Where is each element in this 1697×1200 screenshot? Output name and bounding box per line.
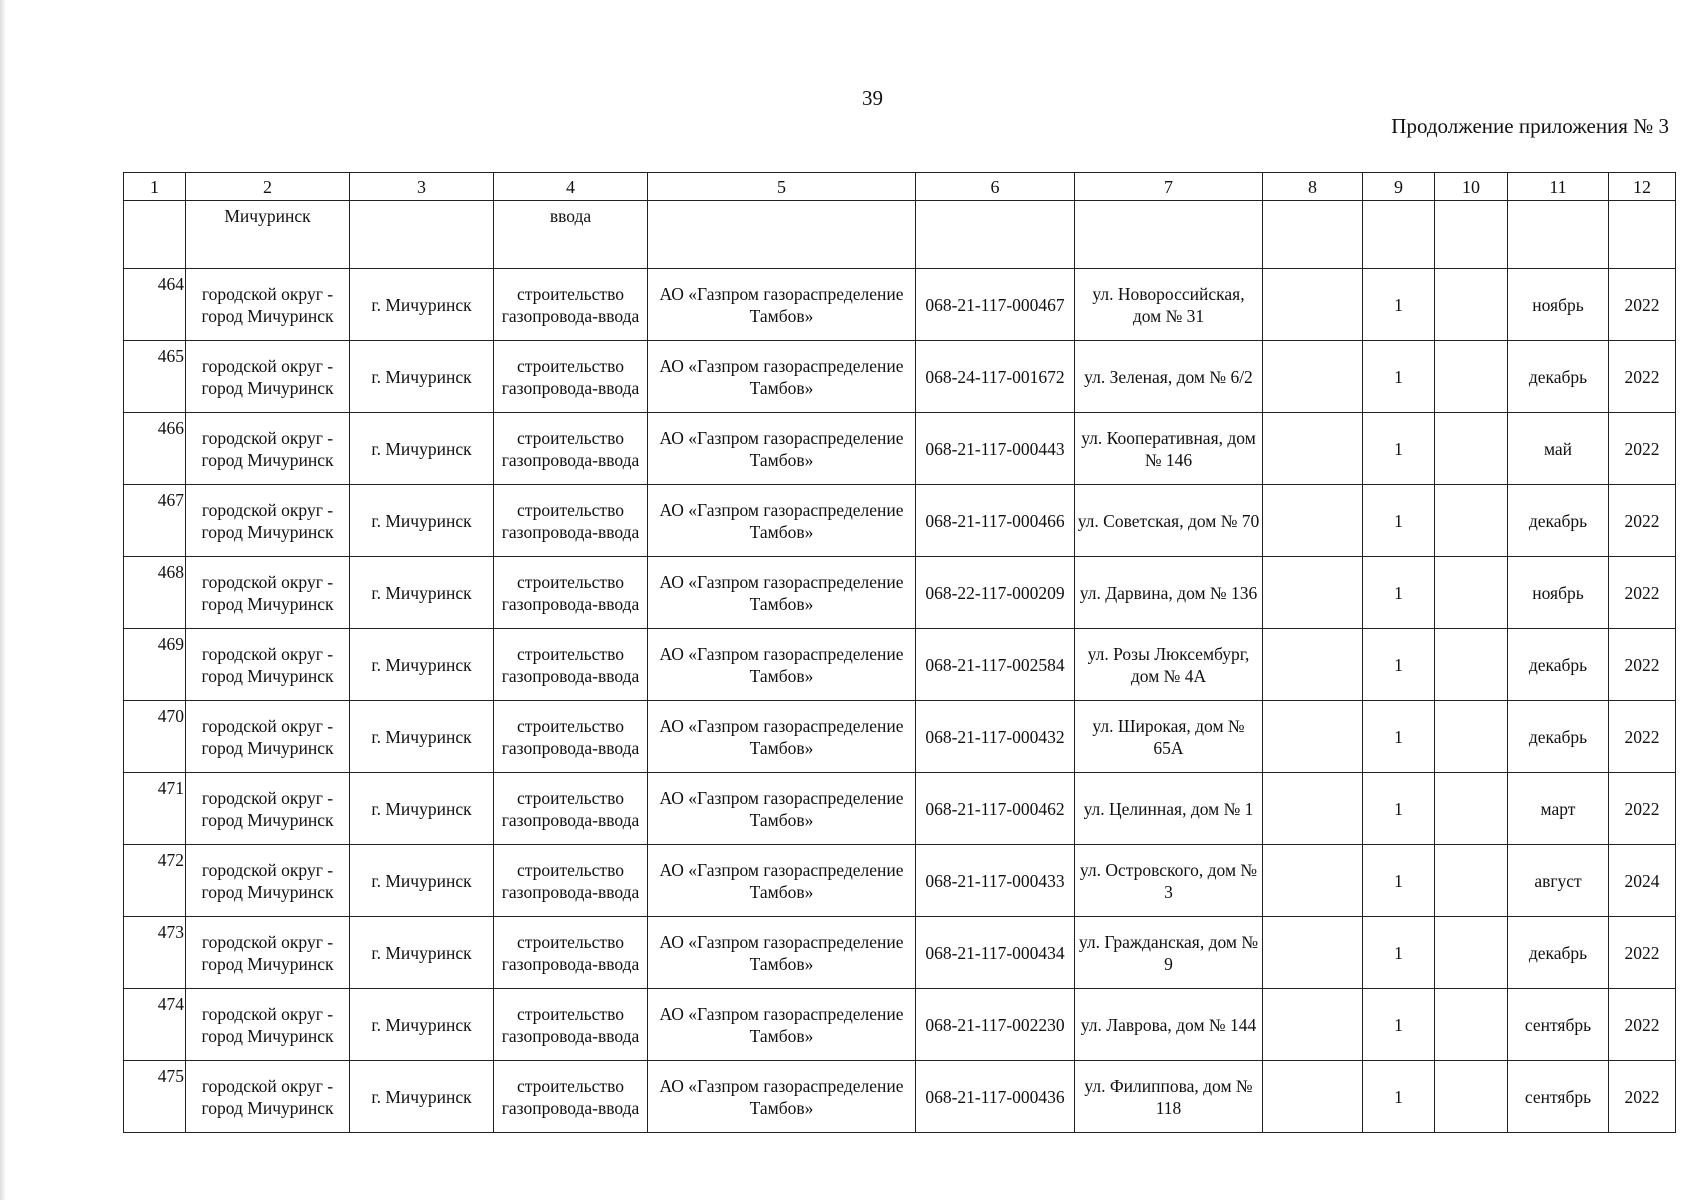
cell bbox=[1363, 201, 1435, 269]
table-row bbox=[124, 1061, 1676, 1133]
cell-quantity: 1 bbox=[1363, 485, 1435, 557]
cell-quantity: 1 bbox=[1363, 845, 1435, 917]
cell-year: 2022 bbox=[1609, 629, 1676, 701]
header-cell: 7 bbox=[1075, 173, 1263, 201]
cell-address: ул. Островского, дом № 3 bbox=[1075, 845, 1263, 917]
row-number: 475 bbox=[124, 1061, 186, 1133]
header-cell: 5 bbox=[648, 173, 916, 201]
cell-work-type: строительство газопровода-ввода bbox=[494, 269, 648, 341]
cell-col10 bbox=[1435, 341, 1508, 413]
cell-organization: АО «Газпром газораспределение Тамбов» bbox=[648, 989, 916, 1061]
table-row bbox=[124, 557, 1676, 629]
cell-col10 bbox=[1435, 557, 1508, 629]
cell-municipality: городской округ - город Мичуринск bbox=[186, 413, 350, 485]
header-cell: 8 bbox=[1263, 173, 1363, 201]
cell-work-type: строительство газопровода-ввода bbox=[494, 341, 648, 413]
cell-quantity: 1 bbox=[1363, 773, 1435, 845]
cell-object-code: 068-21-117-000467 bbox=[916, 269, 1075, 341]
cell-organization: АО «Газпром газораспределение Тамбов» bbox=[648, 557, 916, 629]
cell-quantity: 1 bbox=[1363, 341, 1435, 413]
cell-col8 bbox=[1263, 701, 1363, 773]
cell-organization: АО «Газпром газораспределение Тамбов» bbox=[648, 269, 916, 341]
cell-year: 2024 bbox=[1609, 845, 1676, 917]
cell-address: ул. Целинная, дом № 1 bbox=[1075, 773, 1263, 845]
cell-col10 bbox=[1435, 845, 1508, 917]
cell-work-type: строительство газопровода-ввода bbox=[494, 845, 648, 917]
cell-object-code: 068-21-117-000462 bbox=[916, 773, 1075, 845]
cell-organization: АО «Газпром газораспределение Тамбов» bbox=[648, 701, 916, 773]
cell-municipality: городской округ - город Мичуринск bbox=[186, 773, 350, 845]
cell-col8 bbox=[1263, 629, 1363, 701]
cell-municipality: городской округ - город Мичуринск bbox=[186, 917, 350, 989]
cell-work-type: строительство газопровода-ввода bbox=[494, 917, 648, 989]
continuation-label: Продолжение приложения № 3 bbox=[1391, 114, 1669, 138]
cell-year: 2022 bbox=[1609, 269, 1676, 341]
cell-col10 bbox=[1435, 413, 1508, 485]
cell-col8 bbox=[1263, 557, 1363, 629]
cell-organization: АО «Газпром газораспределение Тамбов» bbox=[648, 917, 916, 989]
cell-year: 2022 bbox=[1609, 557, 1676, 629]
cell-object-code: 068-21-117-000443 bbox=[916, 413, 1075, 485]
table-row bbox=[124, 701, 1676, 773]
cell-col10 bbox=[1435, 917, 1508, 989]
cell-organization: АО «Газпром газораспределение Тамбов» bbox=[648, 845, 916, 917]
cell-address: ул. Зеленая, дом № 6/2 bbox=[1075, 341, 1263, 413]
cell-work-type: строительство газопровода-ввода bbox=[494, 413, 648, 485]
cell-quantity: 1 bbox=[1363, 989, 1435, 1061]
cell-address: ул. Кооперативная, дом № 146 bbox=[1075, 413, 1263, 485]
cell-col10 bbox=[1435, 989, 1508, 1061]
cell bbox=[648, 201, 916, 269]
cell-object-code: 068-21-117-000432 bbox=[916, 701, 1075, 773]
cell-month: сентябрь bbox=[1508, 989, 1609, 1061]
cell-object-code: 068-21-117-000466 bbox=[916, 485, 1075, 557]
header-cell: 6 bbox=[916, 173, 1075, 201]
cell-address: ул. Широкая, дом № 65А bbox=[1075, 701, 1263, 773]
cell-year: 2022 bbox=[1609, 341, 1676, 413]
cell-municipality: городской округ - город Мичуринск bbox=[186, 269, 350, 341]
cell-col8 bbox=[1263, 269, 1363, 341]
table-row bbox=[124, 629, 1676, 701]
cell-settlement: г. Мичуринск bbox=[350, 845, 494, 917]
cell-address: ул. Розы Люксембург, дом № 4А bbox=[1075, 629, 1263, 701]
cell-quantity: 1 bbox=[1363, 629, 1435, 701]
cell-work-type: строительство газопровода-ввода bbox=[494, 1061, 648, 1133]
cell-col10 bbox=[1435, 485, 1508, 557]
cell-work-type: строительство газопровода-ввода bbox=[494, 989, 648, 1061]
cell-work-type: строительство газопровода-ввода bbox=[494, 557, 648, 629]
cell-settlement: г. Мичуринск bbox=[350, 341, 494, 413]
cell-address: ул. Гражданская, дом № 9 bbox=[1075, 917, 1263, 989]
cell-organization: АО «Газпром газораспределение Тамбов» bbox=[648, 341, 916, 413]
cell bbox=[1263, 201, 1363, 269]
cell-settlement: г. Мичуринск bbox=[350, 269, 494, 341]
cell-col8 bbox=[1263, 1061, 1363, 1133]
row-number: 469 bbox=[124, 629, 186, 701]
cell-col8 bbox=[1263, 341, 1363, 413]
cell-organization: АО «Газпром газораспределение Тамбов» bbox=[648, 1061, 916, 1133]
cell-year: 2022 bbox=[1609, 773, 1676, 845]
cell-object-code: 068-21-117-000436 bbox=[916, 1061, 1075, 1133]
cell-month: декабрь bbox=[1508, 485, 1609, 557]
cell-quantity: 1 bbox=[1363, 1061, 1435, 1133]
cell-quantity: 1 bbox=[1363, 701, 1435, 773]
cell bbox=[350, 201, 494, 269]
gasification-table bbox=[123, 172, 1676, 1133]
cell-work-type: строительство газопровода-ввода bbox=[494, 629, 648, 701]
cell-address: ул. Новороссийская, дом № 31 bbox=[1075, 269, 1263, 341]
cell-year: 2022 bbox=[1609, 917, 1676, 989]
cell-month: август bbox=[1508, 845, 1609, 917]
cell-settlement: г. Мичуринск bbox=[350, 989, 494, 1061]
row-number: 470 bbox=[124, 701, 186, 773]
cell-organization: АО «Газпром газораспределение Тамбов» bbox=[648, 485, 916, 557]
header-cell: 4 bbox=[494, 173, 648, 201]
cell-settlement: г. Мичуринск bbox=[350, 485, 494, 557]
cell-settlement: г. Мичуринск bbox=[350, 557, 494, 629]
column-number-row bbox=[124, 173, 1676, 201]
cell-month: декабрь bbox=[1508, 629, 1609, 701]
cell-work-type: ввода bbox=[494, 201, 648, 269]
row-number: 468 bbox=[124, 557, 186, 629]
cell-quantity: 1 bbox=[1363, 917, 1435, 989]
cell-col10 bbox=[1435, 269, 1508, 341]
cell-municipality: Мичуринск bbox=[186, 201, 350, 269]
cell-municipality: городской округ - город Мичуринск bbox=[186, 701, 350, 773]
cell-address: ул. Советская, дом № 70 bbox=[1075, 485, 1263, 557]
cell-col8 bbox=[1263, 917, 1363, 989]
cell-object-code: 068-21-117-002584 bbox=[916, 629, 1075, 701]
cell-col10 bbox=[1435, 1061, 1508, 1133]
row-number: 465 bbox=[124, 341, 186, 413]
cell-municipality: городской округ - город Мичуринск bbox=[186, 1061, 350, 1133]
cell-municipality: городской округ - город Мичуринск bbox=[186, 341, 350, 413]
cell-col8 bbox=[1263, 773, 1363, 845]
cell-address: ул. Лаврова, дом № 144 bbox=[1075, 989, 1263, 1061]
cell-organization: АО «Газпром газораспределение Тамбов» bbox=[648, 413, 916, 485]
page-number: 39 bbox=[862, 86, 883, 110]
cell-col8 bbox=[1263, 845, 1363, 917]
cell-settlement: г. Мичуринск bbox=[350, 773, 494, 845]
cell-year: 2022 bbox=[1609, 413, 1676, 485]
cell-municipality: городской округ - город Мичуринск bbox=[186, 989, 350, 1061]
row-number: 472 bbox=[124, 845, 186, 917]
cell-work-type: строительство газопровода-ввода bbox=[494, 701, 648, 773]
row-number: 466 bbox=[124, 413, 186, 485]
cell-municipality: городской округ - город Мичуринск bbox=[186, 845, 350, 917]
cell-col10 bbox=[1435, 701, 1508, 773]
header-cell: 1 bbox=[124, 173, 186, 201]
cell-settlement: г. Мичуринск bbox=[350, 917, 494, 989]
row-number: 471 bbox=[124, 773, 186, 845]
continued-row bbox=[124, 201, 1676, 269]
cell-organization: АО «Газпром газораспределение Тамбов» bbox=[648, 773, 916, 845]
table-row bbox=[124, 341, 1676, 413]
cell-month: март bbox=[1508, 773, 1609, 845]
scan-edge bbox=[0, 0, 6, 1200]
table-row bbox=[124, 269, 1676, 341]
cell-year: 2022 bbox=[1609, 1061, 1676, 1133]
cell bbox=[1609, 201, 1676, 269]
cell-organization: АО «Газпром газораспределение Тамбов» bbox=[648, 629, 916, 701]
row-number: 474 bbox=[124, 989, 186, 1061]
header-cell: 11 bbox=[1508, 173, 1609, 201]
cell bbox=[1435, 201, 1508, 269]
cell-quantity: 1 bbox=[1363, 269, 1435, 341]
table-row bbox=[124, 917, 1676, 989]
cell bbox=[124, 201, 186, 269]
table-row bbox=[124, 773, 1676, 845]
header-cell: 2 bbox=[186, 173, 350, 201]
cell-month: сентябрь bbox=[1508, 1061, 1609, 1133]
cell-municipality: городской округ - город Мичуринск bbox=[186, 629, 350, 701]
cell bbox=[1508, 201, 1609, 269]
row-number: 467 bbox=[124, 485, 186, 557]
cell-col10 bbox=[1435, 629, 1508, 701]
cell-object-code: 068-21-117-002230 bbox=[916, 989, 1075, 1061]
cell-month: ноябрь bbox=[1508, 557, 1609, 629]
cell-year: 2022 bbox=[1609, 989, 1676, 1061]
cell-quantity: 1 bbox=[1363, 413, 1435, 485]
cell-settlement: г. Мичуринск bbox=[350, 701, 494, 773]
cell-col8 bbox=[1263, 485, 1363, 557]
cell-year: 2022 bbox=[1609, 485, 1676, 557]
cell-object-code: 068-21-117-000433 bbox=[916, 845, 1075, 917]
cell-month: декабрь bbox=[1508, 917, 1609, 989]
header-cell: 9 bbox=[1363, 173, 1435, 201]
header-cell: 10 bbox=[1435, 173, 1508, 201]
cell-address: ул. Филиппова, дом № 118 bbox=[1075, 1061, 1263, 1133]
table-row bbox=[124, 989, 1676, 1061]
cell-settlement: г. Мичуринск bbox=[350, 413, 494, 485]
table-row bbox=[124, 485, 1676, 557]
cell-municipality: городской округ - город Мичуринск bbox=[186, 557, 350, 629]
cell-month: ноябрь bbox=[1508, 269, 1609, 341]
header-cell: 3 bbox=[350, 173, 494, 201]
cell-col10 bbox=[1435, 773, 1508, 845]
cell-work-type: строительство газопровода-ввода bbox=[494, 485, 648, 557]
cell-object-code: 068-24-117-001672 bbox=[916, 341, 1075, 413]
cell-month: май bbox=[1508, 413, 1609, 485]
table-row bbox=[124, 413, 1676, 485]
cell bbox=[1075, 201, 1263, 269]
header-cell: 12 bbox=[1609, 173, 1676, 201]
cell bbox=[916, 201, 1075, 269]
cell-object-code: 068-22-117-000209 bbox=[916, 557, 1075, 629]
cell-settlement: г. Мичуринск bbox=[350, 629, 494, 701]
cell-object-code: 068-21-117-000434 bbox=[916, 917, 1075, 989]
cell-month: декабрь bbox=[1508, 341, 1609, 413]
cell-year: 2022 bbox=[1609, 701, 1676, 773]
cell-settlement: г. Мичуринск bbox=[350, 1061, 494, 1133]
cell-month: декабрь bbox=[1508, 701, 1609, 773]
table-row bbox=[124, 845, 1676, 917]
cell-col8 bbox=[1263, 989, 1363, 1061]
cell-quantity: 1 bbox=[1363, 557, 1435, 629]
row-number: 473 bbox=[124, 917, 186, 989]
cell-address: ул. Дарвина, дом № 136 bbox=[1075, 557, 1263, 629]
row-number: 464 bbox=[124, 269, 186, 341]
cell-municipality: городской округ - город Мичуринск bbox=[186, 485, 350, 557]
cell-work-type: строительство газопровода-ввода bbox=[494, 773, 648, 845]
cell-col8 bbox=[1263, 413, 1363, 485]
